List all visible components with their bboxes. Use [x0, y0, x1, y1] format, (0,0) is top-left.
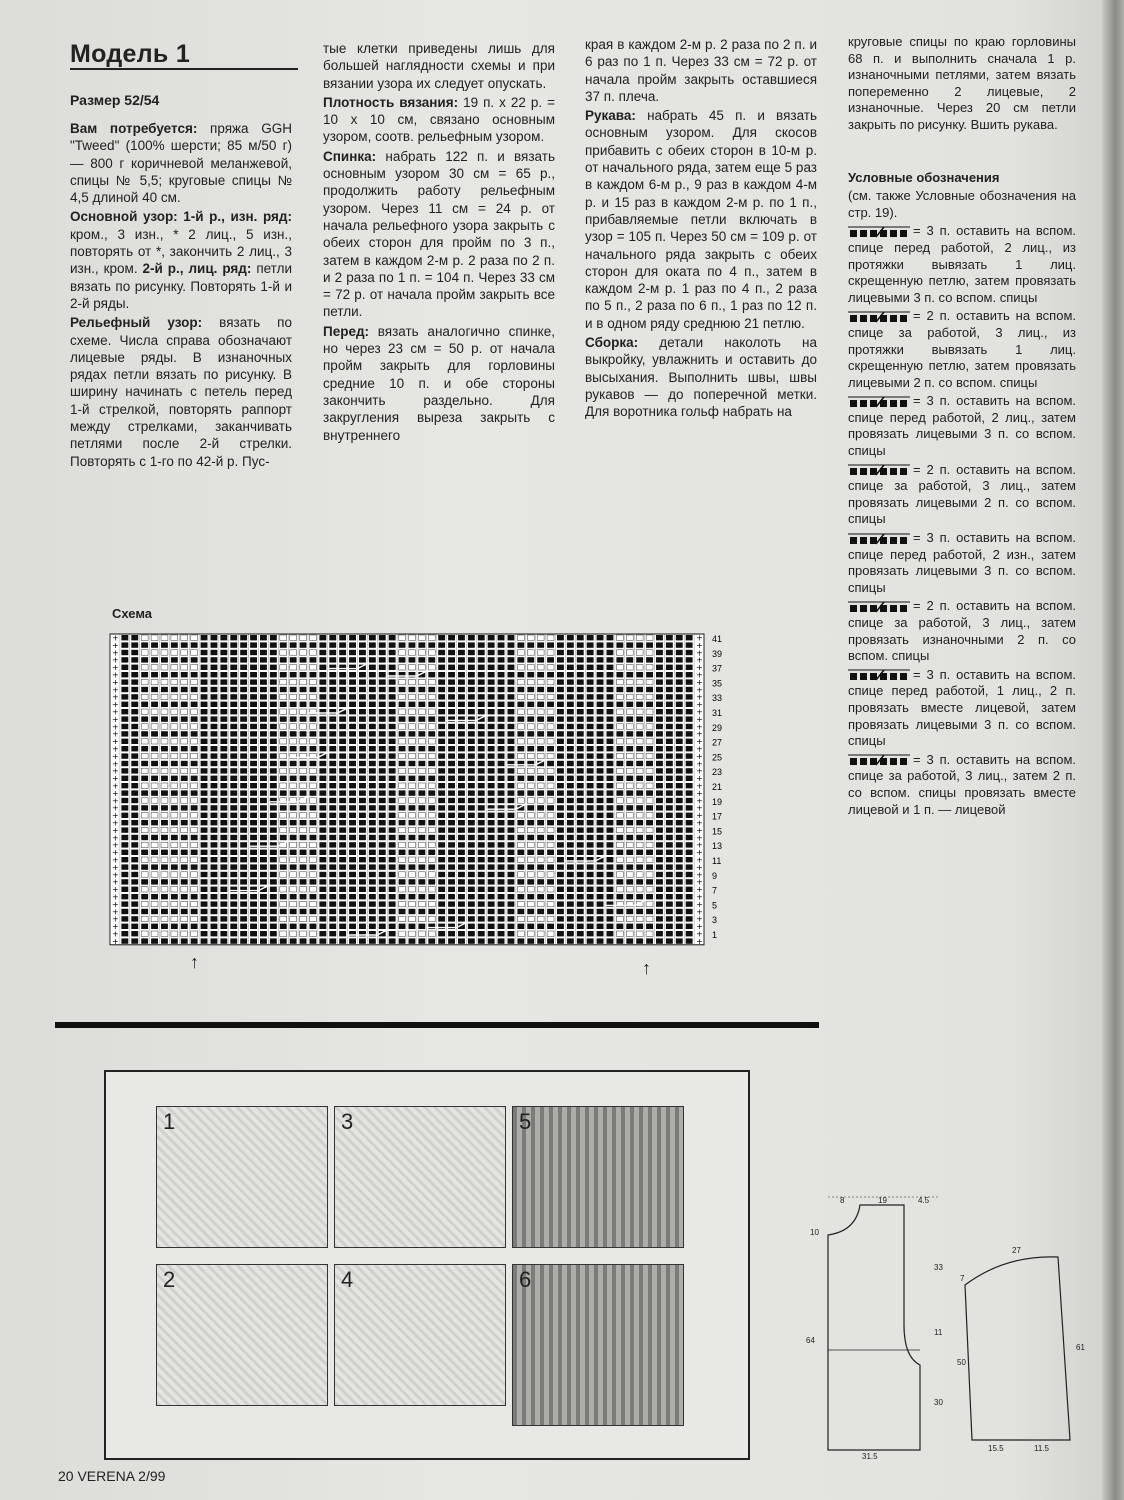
legend-item	[848, 667, 1076, 750]
svg-text:+: +	[696, 818, 703, 828]
row-number: 41	[712, 634, 723, 644]
front-label: Перед:	[323, 323, 370, 339]
knitting-chart	[110, 633, 723, 954]
legend-title: Условные обозначения	[848, 169, 1000, 185]
svg-text:+: +	[112, 870, 119, 880]
svg-text:+: +	[696, 855, 703, 865]
legend-item	[848, 752, 1076, 818]
row-number: 15	[712, 826, 723, 837]
svg-text:+: +	[112, 781, 119, 791]
instruction-photo	[512, 1264, 684, 1426]
svg-text:+: +	[112, 788, 119, 798]
back-label: Спинка:	[323, 148, 377, 164]
legend-item	[848, 530, 1076, 596]
svg-text:+: +	[112, 751, 119, 761]
photo-number: 2	[163, 1267, 176, 1292]
svg-text:+: +	[112, 818, 119, 828]
cable-symbol-icon	[848, 754, 910, 766]
legend-text: = 3 п. оставить на вспом. спице за работой, 3 лиц., затем 2 п. со вспом. спицы провязать вместе лицевой и 1 п. — лицевой	[848, 751, 1076, 817]
chart-label: Схема	[112, 606, 153, 621]
row-number: 33	[712, 693, 723, 704]
svg-text:+: +	[112, 700, 119, 710]
svg-text:+: +	[112, 707, 119, 717]
sleeves-label: Рукава:	[585, 108, 636, 124]
svg-text:+: +	[112, 640, 119, 650]
svg-text:+: +	[696, 825, 703, 835]
dimension-label: 15.5	[988, 1444, 1004, 1453]
legend-item	[848, 308, 1076, 391]
svg-text:+: +	[696, 922, 703, 932]
dimension-label: 7	[960, 1274, 965, 1283]
section-divider	[55, 1022, 819, 1028]
photo-number: 1	[163, 1109, 176, 1134]
legend-title-paragraph	[848, 170, 1076, 187]
row-number: 7	[712, 885, 718, 896]
svg-text:+: +	[696, 759, 703, 769]
assembly-label: Сборка:	[585, 335, 639, 351]
svg-text:+: +	[696, 833, 703, 843]
gauge-paragraph	[323, 94, 555, 146]
instruction-photo	[156, 1264, 328, 1406]
svg-text:+: +	[112, 677, 119, 687]
svg-text:+: +	[696, 714, 703, 724]
svg-text:+: +	[112, 737, 119, 747]
svg-text:+: +	[696, 670, 703, 680]
instruction-photo	[334, 1106, 506, 1248]
svg-text:+: +	[112, 722, 119, 732]
front-paragraph	[323, 323, 555, 444]
instruction-photo	[334, 1264, 506, 1406]
svg-text:+: +	[696, 899, 703, 909]
page-title: Модель 1	[70, 40, 191, 68]
svg-text:+: +	[696, 751, 703, 761]
dimension-label: 19	[878, 1196, 887, 1205]
svg-text:+: +	[696, 685, 703, 695]
assembly-paragraph	[585, 334, 817, 420]
main-pattern-paragraph	[70, 208, 292, 312]
row-number: 25	[712, 752, 723, 763]
garment-schematic	[800, 1185, 1100, 1465]
dimension-label: 30	[934, 1398, 943, 1407]
svg-text:+: +	[696, 885, 703, 895]
dimension-label: 31.5	[862, 1452, 878, 1461]
svg-text:+: +	[112, 840, 119, 850]
text-column-2	[323, 40, 555, 446]
text-column-4	[848, 34, 1076, 820]
svg-text:+: +	[112, 899, 119, 909]
instruction-photo	[156, 1106, 328, 1248]
end-arrow-icon: ↑	[642, 958, 651, 978]
dimension-label: 11.5	[1034, 1444, 1049, 1453]
photo-number: 5	[519, 1109, 532, 1134]
photo-number: 4	[341, 1267, 354, 1292]
legend-text: = 2 п. оставить на вспом. спице за работой, 3 лиц., из протяжки вывязать 1 лиц. скрещенную петлю, затем провязать лицевыми 2 п. со вспом. спицы	[848, 308, 1076, 390]
text-column-1	[70, 120, 292, 472]
svg-text:+: +	[696, 744, 703, 754]
materials-label: Вам потребуется:	[70, 121, 198, 136]
svg-text:+: +	[112, 803, 119, 813]
dimension-label: 4.5	[918, 1196, 930, 1205]
svg-text:+: +	[112, 744, 119, 754]
svg-text:+: +	[112, 855, 119, 865]
column3-continuation: края в каждом 2-м р. 2 раза по 2 п. и 6 раз по 1 п. Через 33 см = 72 р. от начала пройм закрыть оставшиеся 37 п. плеча.	[585, 37, 817, 104]
svg-text:+: +	[112, 936, 119, 946]
row-number: 5	[712, 900, 718, 911]
svg-text:+: +	[696, 936, 703, 946]
svg-text:+: +	[696, 729, 703, 739]
row-number: 29	[712, 722, 723, 733]
photo-number: 6	[519, 1267, 532, 1292]
legend-text: = 3 п. оставить на вспом. спице перед работой, 2 изн., затем провязать лицевыми 3 п. со вспом. спицы	[848, 530, 1076, 595]
main-pattern-label: Основной узор: 1-й р., изн. ряд:	[70, 209, 292, 225]
dimension-label: 8	[840, 1196, 845, 1205]
row-number: 21	[712, 782, 723, 792]
svg-text:+: +	[112, 929, 119, 939]
photo-instructions	[104, 1070, 750, 1460]
svg-text:+: +	[696, 803, 703, 813]
relief-pattern-text: вязать по схеме. Числа справа обозначают лицевые ряды. В изнаночных рядах петли вязать по рисунку. В ширину начинать с петель перед 1-й стрелкой, повторять раппорт между стрелками, заканчивать петлями после 2-й стрелки. Повторять с 1-го по 42-й р. Пус-	[70, 315, 292, 469]
dimension-label: 10	[810, 1228, 819, 1237]
svg-text:+: +	[112, 714, 119, 724]
svg-text:+: +	[696, 663, 703, 673]
sleeves-paragraph	[585, 107, 817, 332]
dimension-label: 33	[934, 1263, 943, 1272]
svg-text:+: +	[696, 633, 703, 643]
photo-number: 3	[341, 1109, 354, 1134]
svg-text:+: +	[696, 781, 703, 791]
svg-text:+: +	[696, 722, 703, 732]
back-text: набрать 122 п. и вязать основным узором 30 см = 65 р., продолжить работу рельефным узором. Через 11 см = 24 р. от начала рельефного узора закрыть с обеих сторон для пройм по 3 п., затем в каждом 2-м р. 2 раза по 2 п. и 2 раза по 1 п. = 104 п. Через 33 см = 72 р. от начала пройм закрыть все петли.	[323, 148, 555, 320]
svg-text:+: +	[696, 870, 703, 880]
cable-symbol-icon	[848, 464, 910, 476]
legend-text: = 3 п. оставить на вспом. спице перед работой, 2 лиц., из протяжки вывязать 1 лиц. скрещенную петлю, затем провязать лицевыми 3 п. со вспом. спицы	[848, 223, 1076, 305]
svg-text:+: +	[112, 685, 119, 695]
svg-text:+: +	[112, 922, 119, 932]
svg-text:+: +	[696, 796, 703, 806]
svg-text:+: +	[696, 811, 703, 821]
column2-continuation: тые клетки приведены лишь для большей наглядности схемы и при вязании узора их следует опускать.	[323, 41, 555, 91]
legend-text: = 3 п. оставить на вспом. спице перед работой, 2 лиц., затем провязать лицевыми 3 п. со вспом. спицы	[848, 393, 1076, 459]
cable-symbol-icon	[848, 396, 910, 408]
svg-text:+: +	[112, 633, 119, 643]
main-pattern-row2-text: петли вязать по рисунку. Повторять 1-й и 2-й ряды.	[70, 261, 292, 311]
dimension-label: 11	[934, 1328, 943, 1337]
row-number: 19	[712, 796, 723, 807]
cable-symbol-icon	[848, 311, 910, 323]
legend-list	[848, 223, 1076, 818]
svg-text:+: +	[112, 811, 119, 821]
svg-text:+: +	[112, 774, 119, 784]
dimension-label: 27	[1012, 1246, 1021, 1255]
relief-pattern-paragraph	[70, 314, 292, 470]
svg-text:+: +	[112, 670, 119, 680]
row-number: 1	[712, 930, 718, 940]
row-number: 27	[712, 737, 723, 748]
cable-symbol-icon	[848, 669, 910, 681]
assembly-text: детали наколоть на выкройку, увлажнить и оставить до высыхания. Выполнить швы, швы рукавов — до поперечной метки. Для воротника гольф набрать на	[585, 335, 817, 420]
row-number: 9	[712, 870, 718, 881]
svg-text:+: +	[112, 848, 119, 858]
gauge-label: Плотность вязания:	[323, 94, 459, 110]
svg-text:+: +	[696, 848, 703, 858]
relief-pattern-label: Рельефный узор:	[70, 315, 203, 331]
legend-text: = 2 п. оставить на вспом. спице за работой, 3 лиц., затем провязать изнаночными 2 п. со вспом. спицы	[848, 598, 1076, 664]
svg-text:+: +	[112, 729, 119, 739]
svg-text:+: +	[112, 892, 119, 902]
dimension-label: 61	[1076, 1343, 1085, 1352]
svg-text:+: +	[696, 737, 703, 747]
svg-text:+: +	[696, 655, 703, 665]
main-pattern-text: кром., 3 изн., * 2 лиц., 5 изн., повторять от *, закончить 2 лиц., 3 изн., кром.	[70, 226, 292, 277]
sleeves-text: набрать 45 п. и вязать основным узором. Для скосов прибавить с обеих сторон в 10-м р. от начального ряда, затем еще 5 раз в каждом 6-м р., 9 раз в каждом 4-м р. и 15 раз в каждом 2-м р. по 1 п., прибавляемые петли включать в узор = 105 п. Через 50 см = 109 р. от начального ряда закрыть с обеих сторон для оката по 4 п., затем в каждом 2-м р. 1 раз по 4 п., 2 раза по 5 п., 2 раза по 6 п., 1 раз по 12 п. и в одном ряду среднюю 21 петлю.	[585, 108, 817, 331]
svg-text:+: +	[696, 677, 703, 687]
text-column-3	[585, 36, 817, 423]
svg-text:+: +	[696, 914, 703, 924]
front-text: вязать аналогично спинке, но через 23 см = 50 р. от начала пройм закрыть для горловины средние 10 п. и обе стороны закончить раздельно. Для закругления выреза закрыть с внутреннего	[323, 323, 555, 443]
main-pattern-row2-label: 2-й р., лиц. ряд:	[142, 261, 252, 277]
legend-subtitle: (см. также Условные обозначения на стр. 19).	[848, 188, 1076, 220]
row-number: 31	[712, 708, 723, 718]
page-footer: 20 VERENA 2/99	[58, 1468, 166, 1484]
size-heading: Размер 52/54	[70, 92, 160, 108]
svg-text:+: +	[112, 692, 119, 702]
legend-item	[848, 598, 1076, 664]
svg-text:+: +	[696, 692, 703, 702]
svg-text:+: +	[696, 877, 703, 887]
svg-text:+: +	[112, 885, 119, 895]
gauge-text: 19 п. х 22 р. = 10 х 10 см, связано основным узором, соотв. рельефным узором.	[323, 94, 555, 145]
row-number: 11	[712, 856, 722, 866]
dimension-label: 50	[957, 1358, 966, 1367]
page-binding-edge	[1102, 0, 1124, 1500]
dimension-label: 64	[806, 1336, 815, 1345]
svg-text:+: +	[696, 648, 703, 658]
row-number: 37	[712, 663, 723, 674]
svg-text:+: +	[696, 766, 703, 776]
svg-text:+: +	[696, 774, 703, 784]
svg-text:+: +	[696, 707, 703, 717]
svg-text:+: +	[696, 907, 703, 917]
legend-item	[848, 223, 1076, 306]
row-number: 17	[712, 811, 723, 822]
svg-text:+: +	[112, 833, 119, 843]
cable-symbol-icon	[848, 226, 910, 238]
svg-text:+: +	[696, 788, 703, 798]
svg-text:+: +	[112, 914, 119, 924]
svg-text:+: +	[112, 663, 119, 673]
svg-text:+: +	[696, 892, 703, 902]
svg-text:+: +	[696, 640, 703, 650]
title-underline	[70, 68, 298, 70]
svg-text:+: +	[696, 929, 703, 939]
svg-text:+: +	[112, 648, 119, 658]
row-number: 13	[712, 841, 723, 852]
svg-text:+: +	[112, 825, 119, 835]
cable-symbol-icon	[848, 533, 910, 545]
row-number: 39	[712, 648, 723, 659]
svg-text:+: +	[112, 766, 119, 776]
svg-text:+: +	[696, 840, 703, 850]
svg-text:+: +	[112, 796, 119, 806]
materials-text: пряжа GGH "Tweed" (100% шерсти; 85 м/50 г) — 800 г коричневой меланжевой, спицы № 5,5; круговые спицы № 4,5 длиной 40 см.	[70, 121, 292, 206]
cable-symbol-icon	[848, 601, 910, 613]
legend-text: = 2 п. оставить на вспом. спице за работой, 3 лиц., затем провязать лицевыми 2 п. со вспом. спицы	[848, 461, 1076, 527]
legend-item	[848, 393, 1076, 459]
legend-item	[848, 462, 1076, 528]
start-arrow-icon: ↑	[190, 952, 199, 972]
svg-text:+: +	[112, 655, 119, 665]
svg-text:+: +	[112, 759, 119, 769]
svg-text:+: +	[696, 700, 703, 710]
legend-text: = 3 п. оставить на вспом. спице перед работой, 1 лиц., 2 п. провязать вместе лицевой, затем провязать лицевыми 3 п. со вспом. спицы	[848, 666, 1076, 749]
svg-text:+: +	[112, 877, 119, 887]
row-number: 35	[712, 678, 723, 689]
instruction-photo	[512, 1106, 684, 1248]
svg-text:+: +	[696, 862, 703, 872]
row-number: 3	[712, 915, 718, 926]
back-paragraph	[323, 148, 555, 321]
row-number: 23	[712, 767, 723, 778]
svg-text:+: +	[112, 907, 119, 917]
materials-paragraph	[70, 120, 292, 206]
svg-text:+: +	[112, 862, 119, 872]
column4-continuation: круговые спицы по краю горловины 68 п. и выполнить сначала 1 р. изнаночными петлями, затем вязать попеременно 2 лицевые, 2 изнаночные. Через 20 см петли закрыть по рисунку. Вшить рукава.	[848, 34, 1076, 132]
